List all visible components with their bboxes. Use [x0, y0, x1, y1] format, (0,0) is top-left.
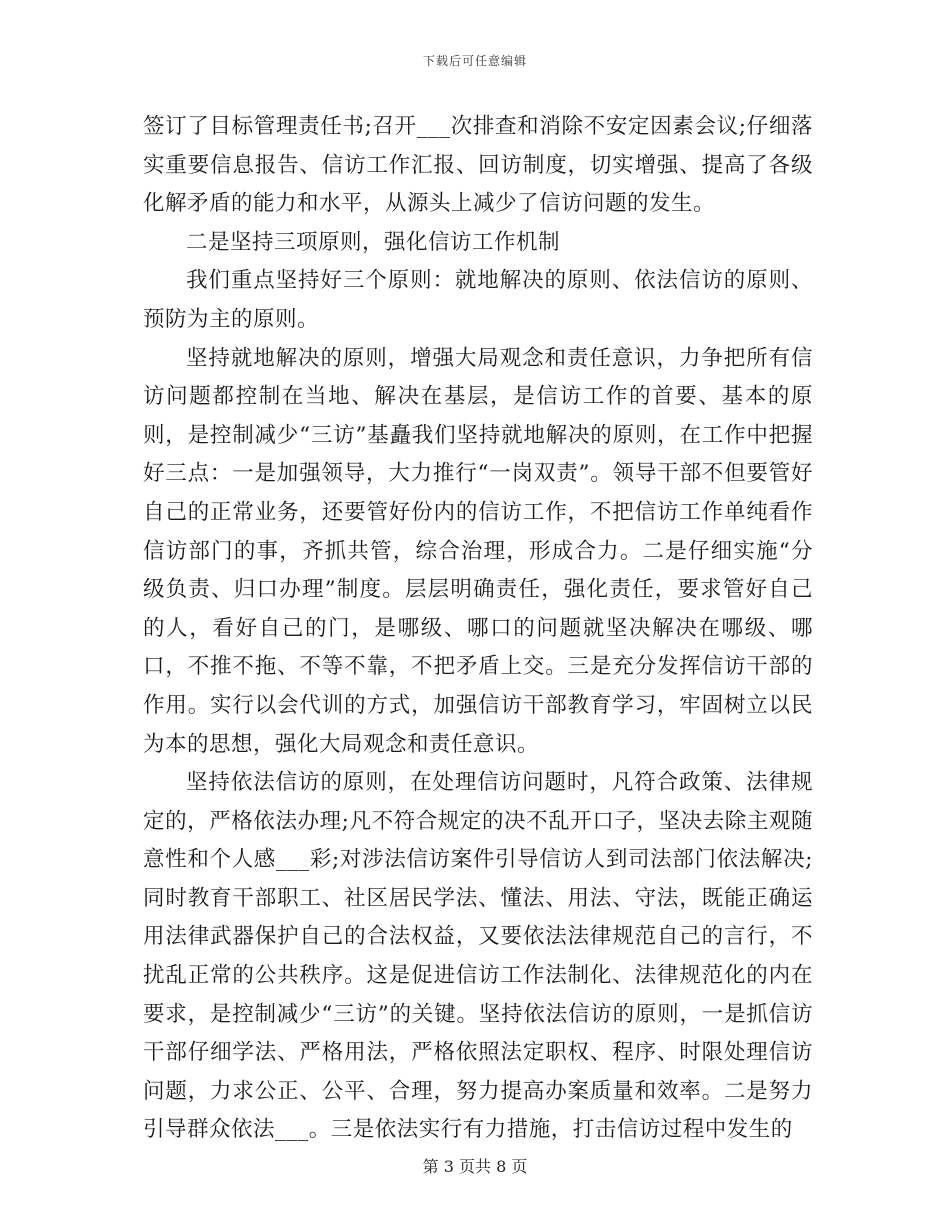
- page-header-note: 下载后可任意编辑: [422, 54, 527, 68]
- paragraph-three-principles: 我们重点坚持好三个原则：就地解决的原则、依法信访的原则、预防为主的原则。: [143, 268, 813, 332]
- paragraph-local-resolution: 坚持就地解决的原则，增强大局观念和责任意识，力争把所有信访问题都控制在当地、解决在基层，是信访工作的首要、基本的原则，是控制减少“三访”基矗我们坚持就地解决的原则，在工作中把握好三点：一是加强领导，大力推行“一岗双责”。领导干部不但要管好自己的正常业务，还要管好份内的信访工作，不把信访工作单纯看作信访部门的事，齐抓共管，综合治理，形成合力。二是仔细实施“分级负责、归口办理”制度。层层明确责任，强化责任，要求管好自己的人，看好自己的门，是哪级、哪口的问题就坚决解决在哪级、哪口，不推不拖、不等不靠，不把矛盾上交。三是充分发挥信访干部的作用。实行以会代训的方式，加强信访干部教育学习，牢固树立以民为本的思想，强化大局观念和责任意识。: [143, 345, 813, 757]
- paragraph-continuation: 签订了目标管理责任书;召开___次排查和消除不安定因素会议;仔细落实重要信息报告、信访工作汇报、回访制度，切实增强、提高了各级化解矛盾的能力和水平，从源头上减少了信访问题的发生。: [143, 114, 813, 217]
- paragraph-section-heading: 二是坚持三项原则，强化信访工作机制: [186, 229, 561, 255]
- page-number: 第 3 页共 8 页: [422, 1157, 528, 1176]
- paragraph-lawful-petition: 坚持依法信访的原则，在处理信访问题时，凡符合政策、法律规定的，严格依法办理;凡不符合规定的决不乱开口子，坚决去除主观随意性和个人感___彩;对涉法信访案件引导信访人到司法部门依法解决;同时教育干部职工、社区居民学法、懂法、用法、守法，既能正确运用法律武器保护自己的合法权益，又要依法法律规范自己的言行，不扰乱正常的公共秩序。这是促进信访工作法制化、法律规范化的内在要求，是控制减少“三访”的关键。坚持依法信访的原则，一是抓信访干部仔细学法、严格用法，严格依照法定职权、程序、时限处理信访问题，力求公正、公平、合理，努力提高办案质量和效率。二是努力引导群众依法___。三是依法实行有力措施，打击信访过程中发生的: [143, 770, 813, 1143]
- document-body: [143, 108, 813, 1150]
